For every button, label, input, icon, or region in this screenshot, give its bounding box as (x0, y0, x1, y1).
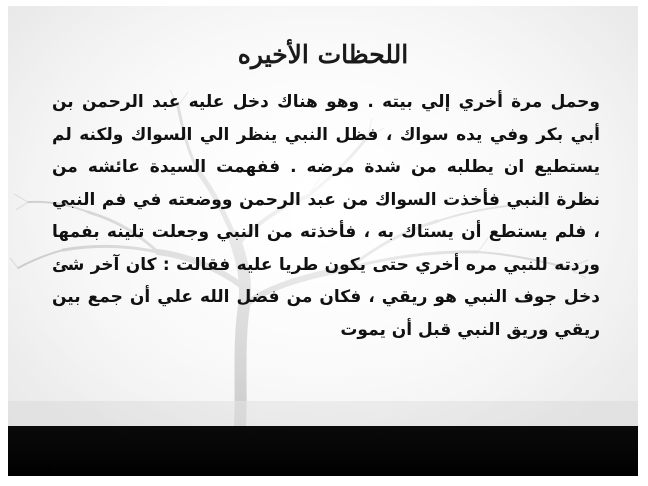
slide (8, 6, 638, 476)
slide-title: اللحظات الأخيره (237, 40, 409, 69)
watermark-text: thomala (8, 463, 54, 476)
slide-body-text: وحمل مرة أخري إلي بيته . وهو هناك دخل عليه عبد الرحمن بن أبي بكر وفي يده سواك ، فظل النبي ينظر الي السواك ولكنه لم يستطيع ان يطلبه من شدة مرضه . ففهمت السيدة عائشه من نظرة النبي فأخذت السواك من عبد الرحمن ووضعته في فم النبي ، فلم يستطع أن يستاك به ، فأخذته من النبي وجعلت تلينه بفمها وردته للنبي مره أخري حتى يكون طريا عليه فقالت : كان آخر شئ دخل جوف النبي هو ريقي ، فكان من فضل الله علي أن جمع بين ريقي وريق النبي قبل أن يموت (52, 92, 600, 340)
bottom-black-bar (8, 426, 638, 476)
